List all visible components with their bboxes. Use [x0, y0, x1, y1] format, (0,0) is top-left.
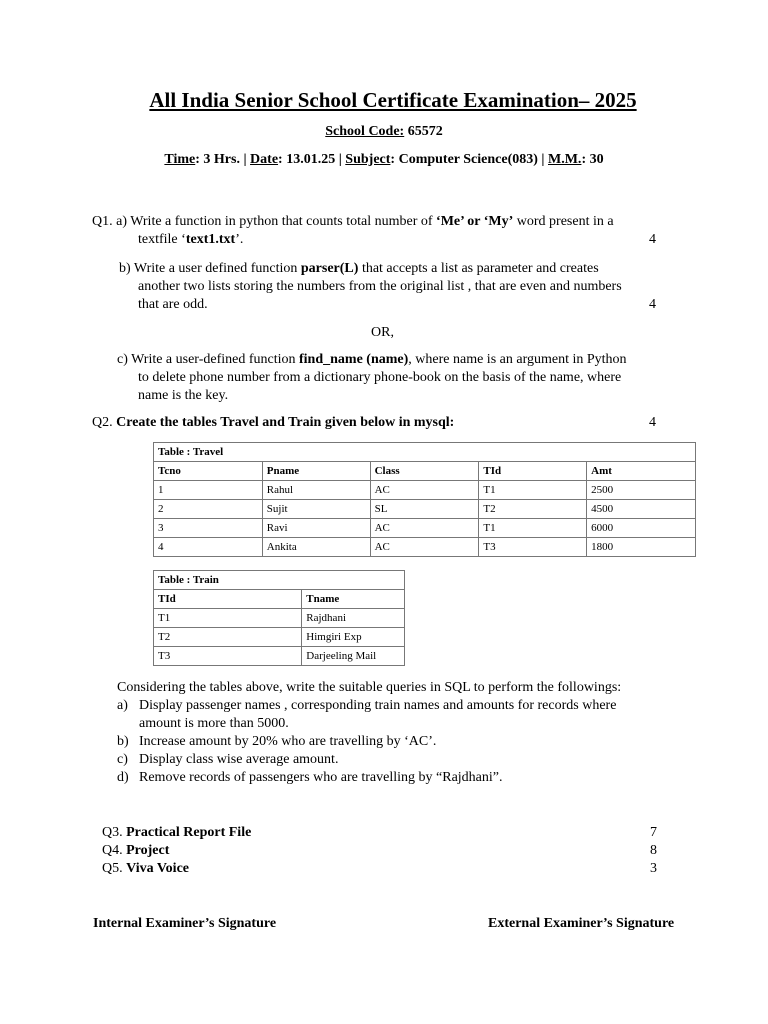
- table-row: [154, 519, 696, 538]
- max-marks-label: M.M.: [548, 152, 582, 167]
- q2-item-text: Remove records of passengers who are travelling by “Rajdhani”.: [139, 770, 503, 785]
- train-caption: Table : Train: [154, 571, 405, 590]
- q1a-text-end: word present in a: [513, 214, 614, 229]
- table-header-cell: Class: [370, 462, 479, 481]
- q3-title: Practical Report File: [126, 825, 252, 840]
- table-cell: Darjeeling Mail: [302, 647, 405, 666]
- q1b-marks: 4: [649, 297, 656, 312]
- table-cell: Ravi: [262, 519, 370, 538]
- school-code-value: 65572: [407, 124, 443, 139]
- travel-caption: Table : Travel: [154, 443, 696, 462]
- q1b-text-end: that accepts a list as parameter and creates: [358, 261, 599, 276]
- table-row: [154, 609, 405, 628]
- q2-item-text: Display class wise average amount.: [139, 752, 339, 767]
- table-header-cell: TId: [154, 590, 302, 609]
- q2-line: [92, 415, 454, 431]
- q1a-file-post: ’.: [235, 232, 244, 247]
- date-label: Date: [250, 152, 279, 167]
- q5-number: Q5.: [102, 861, 127, 876]
- q1b-line1: [119, 261, 599, 277]
- q3-line: [102, 825, 251, 841]
- table-row: [154, 500, 696, 519]
- table-cell: T1: [479, 519, 587, 538]
- time-value: : 3 Hrs. |: [195, 152, 251, 167]
- table-header-cell: Tcno: [154, 462, 263, 481]
- table-cell: Sujit: [262, 500, 370, 519]
- q2-item-label: d): [117, 770, 129, 785]
- table-row: [154, 628, 405, 647]
- table-cell: T1: [479, 481, 587, 500]
- school-code-label: School Code:: [325, 124, 405, 139]
- q1a-filename: text1.txt: [185, 232, 236, 247]
- q1b-function: parser(L): [300, 261, 359, 276]
- q2-item-label: a): [117, 698, 128, 713]
- q2-item-label: c): [117, 752, 128, 767]
- exam-meta-line: [0, 152, 768, 168]
- q1c-line1: [117, 352, 627, 368]
- table-header-cell: Tname: [302, 590, 405, 609]
- q4-title: Project: [126, 843, 170, 858]
- q1c-line2: to delete phone number from a dictionary phone-book on the basis of the name, where: [138, 370, 622, 385]
- q1b-text: b) Write a user defined function: [119, 261, 301, 276]
- table-cell: 1800: [587, 538, 696, 557]
- q1a-text: Q1. a) Write a function in python that counts total number of: [92, 214, 437, 229]
- q1a-file-pre: textfile ‘: [138, 232, 186, 247]
- table-row: [154, 481, 696, 500]
- travel-table: [153, 442, 696, 557]
- q1a-keywords: ‘Me’ or ‘My’: [436, 214, 514, 229]
- time-label: Time: [164, 152, 196, 167]
- table-header-cell: Pname: [262, 462, 370, 481]
- travel-header-row: [154, 462, 696, 481]
- q2-item-label: b): [117, 734, 129, 749]
- table-row: [154, 538, 696, 557]
- table-cell: T2: [479, 500, 587, 519]
- table-cell: 2: [154, 500, 263, 519]
- q3-number: Q3.: [102, 825, 127, 840]
- page-title: All India Senior School Certificate Examination– 2025: [149, 88, 637, 112]
- table-cell: T2: [154, 628, 302, 647]
- q1a-line2: [138, 232, 243, 248]
- q1c-text-end: , where name is an argument in Python: [408, 352, 627, 367]
- table-header-cell: TId: [479, 462, 587, 481]
- table-cell: 6000: [587, 519, 696, 538]
- table-cell: 2500: [587, 481, 696, 500]
- table-cell: 4: [154, 538, 263, 557]
- subject-label: Subject: [345, 152, 391, 167]
- q1c-line3: name is the key.: [138, 388, 229, 403]
- q2-item-text: Increase amount by 20% who are travelling by ‘AC’.: [139, 734, 437, 749]
- q2-number: Q2.: [92, 415, 117, 430]
- q1a-line1: [92, 214, 614, 230]
- table-cell: T3: [479, 538, 587, 557]
- table-cell: 1: [154, 481, 263, 500]
- table-cell: T1: [154, 609, 302, 628]
- date-value: : 13.01.25 |: [278, 152, 346, 167]
- q1c-function: find_name (name): [299, 352, 409, 367]
- q2-marks: 4: [649, 415, 656, 430]
- q4-marks: 8: [650, 843, 657, 858]
- q3-marks: 7: [650, 825, 657, 840]
- table-cell: 3: [154, 519, 263, 538]
- q4-line: [102, 843, 169, 859]
- max-marks-value: : 30: [581, 152, 604, 167]
- q2-item-text: amount is more than 5000.: [139, 716, 289, 731]
- internal-examiner-signature: Internal Examiner’s Signature: [93, 916, 277, 931]
- q5-marks: 3: [650, 861, 657, 876]
- q2-intro: Considering the tables above, write the suitable queries in SQL to perform the followings:: [117, 680, 622, 695]
- q1b-line3: that are odd.: [138, 297, 208, 312]
- table-cell: 4500: [587, 500, 696, 519]
- table-cell: Rajdhani: [302, 609, 405, 628]
- school-code-line: [0, 124, 768, 140]
- q1c-text: c) Write a user-defined function: [117, 352, 299, 367]
- q1b-line2: another two lists storing the numbers from the original list , that are even and numbers: [138, 279, 622, 294]
- train-header-row: [154, 590, 405, 609]
- subject-value: : Computer Science(083) |: [390, 152, 548, 167]
- table-cell: Himgiri Exp: [302, 628, 405, 647]
- train-table: [153, 570, 405, 666]
- q5-title: Viva Voice: [126, 861, 189, 876]
- q4-number: Q4.: [102, 843, 127, 858]
- q2-item-text: Display passenger names , corresponding train names and amounts for records where: [139, 698, 617, 713]
- table-row: [154, 647, 405, 666]
- q2-text: Create the tables Travel and Train given below in mysql:: [116, 415, 455, 430]
- table-header-cell: Amt: [587, 462, 696, 481]
- table-cell: Rahul: [262, 481, 370, 500]
- table-cell: SL: [370, 500, 479, 519]
- table-cell: AC: [370, 481, 479, 500]
- table-cell: Ankita: [262, 538, 370, 557]
- q5-line: [102, 861, 189, 877]
- or-separator: OR,: [371, 325, 394, 340]
- table-cell: AC: [370, 519, 479, 538]
- q1a-marks: 4: [649, 232, 656, 247]
- table-cell: AC: [370, 538, 479, 557]
- table-cell: T3: [154, 647, 302, 666]
- external-examiner-signature: External Examiner’s Signature: [488, 916, 675, 931]
